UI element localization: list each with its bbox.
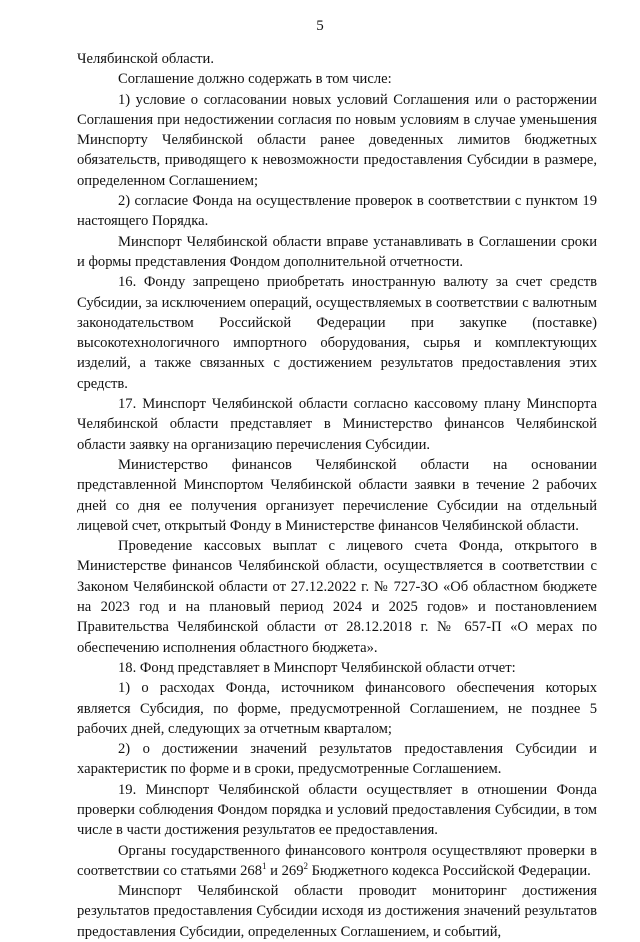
paragraph-with-footnote-refs (77, 841, 597, 882)
paragraph: Челябинской области. (77, 51, 215, 67)
paragraph-text: Органы государственного финансового контроля осуществляют проверки в соответствии со статьями 268 (77, 842, 597, 879)
document-body (77, 49, 597, 942)
paragraph: Минспорт Челябинской области проводит мониторинг достижения результатов предоставления Субсидии исходя из достижения значений результатов предоставления Субсидии, определенных Соглашением, и событий, (77, 883, 597, 940)
paragraph: 2) о достижении значений результатов предоставления Субсидии и характеристик по форме и в сроки, предусмотренные Соглашением. (77, 741, 597, 778)
paragraph: 16. Фонду запрещено приобретать иностранную валюту за счет средств Субсидии, за исключением операций, осуществляемых в соответствии с валютным законодательством Российской Федерации при закупке (поставке) высокотехнологичного импортного оборудования, сырья и комплектующих изделий, а также связанных с достижением результатов предоставления этих средств. (77, 274, 597, 392)
paragraph: Министерство финансов Челябинской области на основании представленной Минспортом Челябинской области заявки в течение 2 рабочих дней со дня ее получения организует перечисление Субсидии на отдельный лицевой счет, открытый Фонду в Министерстве финансов Челябинской области. (77, 456, 597, 534)
paragraph: 1) о расходах Фонда, источником финансового обеспечения которых является Субсидия, по форме, предусмотренной Соглашением, не позднее 5 рабочих дней, следующих за отчетным кварталом; (77, 680, 597, 737)
superscript: 1 (262, 861, 267, 872)
paragraph-text: Бюджетного кодекса Российской Федерации. (308, 862, 591, 879)
paragraph: Минспорт Челябинской области вправе устанавливать в Соглашении сроки и формы представления Фондом дополнительной отчетности. (77, 233, 597, 270)
paragraph: 17. Минспорт Челябинской области согласно кассовому плану Минспорта Челябинской области представляет в Министерство финансов Челябинской области заявку на организацию перечисления Субсидии. (77, 396, 597, 453)
paragraph: 19. Минспорт Челябинской области осуществляет в отношении Фонда проверки соблюдения Фондом порядка и условий предоставления Субсидии, в том числе в части достижения результатов ее предоставления. (77, 781, 597, 839)
paragraph: Проведение кассовых выплат с лицевого счета Фонда, открытого в Министерстве финансов Челябинской области, осуществляется в соответствии с Законом Челябинской области от 27.12.2022 г. № 727-ЗО «Об областном бюджете на 2023 год и на плановый период 2024 и 2025 годов» и постановлением Правительства Челябинской области от 28.12.2018 г. № 657-П «О мерах по обеспечению исполнения областного бюджета». (77, 538, 597, 656)
superscript: 2 (303, 861, 308, 872)
page-number: 5 (316, 18, 324, 34)
paragraph: 2) согласие Фонда на осуществление проверок в соответствии с пунктом 19 настоящего Порядка. (77, 193, 597, 230)
paragraph: 18. Фонд представляет в Минспорт Челябинской области отчет: (118, 659, 516, 676)
paragraph: Соглашение должно содержать в том числе: (118, 71, 392, 88)
paragraph: 1) условие о согласовании новых условий Соглашения или о расторжении Соглашения при недостижении согласия по новым условиям в случае уменьшения Минспорту Челябинской области ранее доведенных лимитов бюджетных обязательств, приводящего к невозможности предоставления Субсидии в размере, определенном Соглашением; (77, 91, 597, 189)
paragraph-text: и 269 (266, 862, 304, 879)
